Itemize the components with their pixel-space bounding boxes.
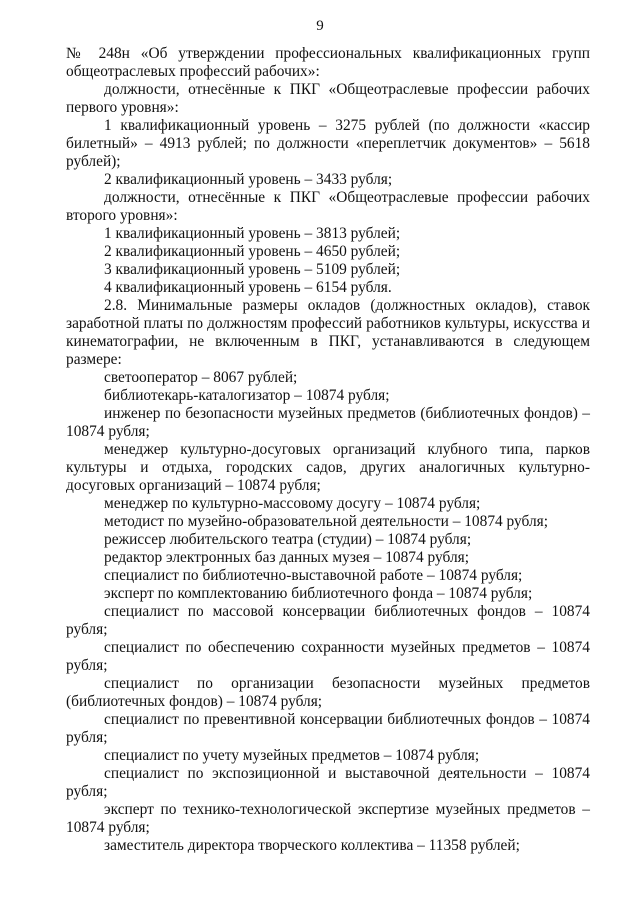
- paragraph: библиотекарь-каталогизатор – 10874 рубля;: [104, 387, 390, 404]
- paragraph: 1 квалификационный уровень – 3813 рублей;: [104, 225, 401, 242]
- paragraph: инженер по безопасности музейных предметов (библиотечных фондов) – 10874 рубля;: [66, 405, 590, 440]
- paragraph: редактор электронных баз данных музея – 10874 рубля;: [104, 549, 470, 566]
- paragraph: специалист по учету музейных предметов – 10874 рубля;: [104, 747, 480, 764]
- paragraph: 1 квалификационный уровень – 3275 рублей (по должности «кассир билетный» – 4913 рублей; по должности «переплетчик документов» – 5618 рублей);: [66, 117, 590, 170]
- paragraph: светооператор – 8067 рублей;: [104, 369, 298, 386]
- document-body: [66, 45, 590, 855]
- page-number: 9: [316, 18, 324, 34]
- paragraph: специалист по обеспечению сохранности музейных предметов – 10874 рубля;: [66, 639, 590, 674]
- paragraph: эксперт по технико-технологической экспертизе музейных предметов – 10874 рубля;: [66, 801, 590, 836]
- paragraph: специалист по организации безопасности музейных предметов (библиотечных фондов) – 10874 рубля;: [66, 675, 590, 710]
- paragraph: 4 квалификационный уровень – 6154 рубля.: [104, 279, 392, 296]
- paragraph: должности, отнесённые к ПКГ «Общеотраслевые профессии рабочих первого уровня»:: [66, 81, 590, 116]
- paragraph: эксперт по комплектованию библиотечного фонда – 10874 рубля;: [104, 585, 533, 602]
- paragraph: 2 квалификационный уровень – 3433 рубля;: [104, 171, 393, 188]
- paragraph: специалист по массовой консервации библиотечных фондов – 10874 рубля;: [66, 603, 590, 638]
- paragraph: 3 квалификационный уровень – 5109 рублей;: [104, 261, 401, 278]
- paragraph: № 248н «Об утверждении профессиональных квалификационных групп общеотраслевых профессий рабочих»:: [66, 45, 590, 80]
- paragraph: заместитель директора творческого коллектива – 11358 рублей;: [104, 837, 520, 854]
- paragraph: специалист по экспозиционной и выставочной деятельности – 10874 рубля;: [66, 765, 590, 800]
- paragraph: должности, отнесённые к ПКГ «Общеотраслевые профессии рабочих второго уровня»:: [66, 189, 590, 224]
- paragraph: методист по музейно-образовательной деятельности – 10874 рубля;: [104, 513, 549, 530]
- paragraph: менеджер по культурно-массовому досугу – 10874 рубля;: [104, 495, 481, 512]
- paragraph: режиссер любительского театра (студии) – 10874 рубля;: [104, 531, 472, 548]
- paragraph: 2 квалификационный уровень – 4650 рублей;: [104, 243, 401, 260]
- paragraph: 2.8. Минимальные размеры окладов (должностных окладов), ставок заработной платы по должностям профессий работников культуры, искусства и кинематографии, не включенным в ПКГ, устанавливаются в следующем размере:: [66, 297, 590, 368]
- paragraph: менеджер культурно-досуговых организаций клубного типа, парков культуры и отдыха, городских садов, других аналогичных культурно-досуговых организаций – 10874 рубля;: [66, 441, 590, 494]
- paragraph: специалист по превентивной консервации библиотечных фондов – 10874 рубля;: [66, 711, 590, 746]
- paragraph: специалист по библиотечно-выставочной работе – 10874 рубля;: [104, 567, 523, 584]
